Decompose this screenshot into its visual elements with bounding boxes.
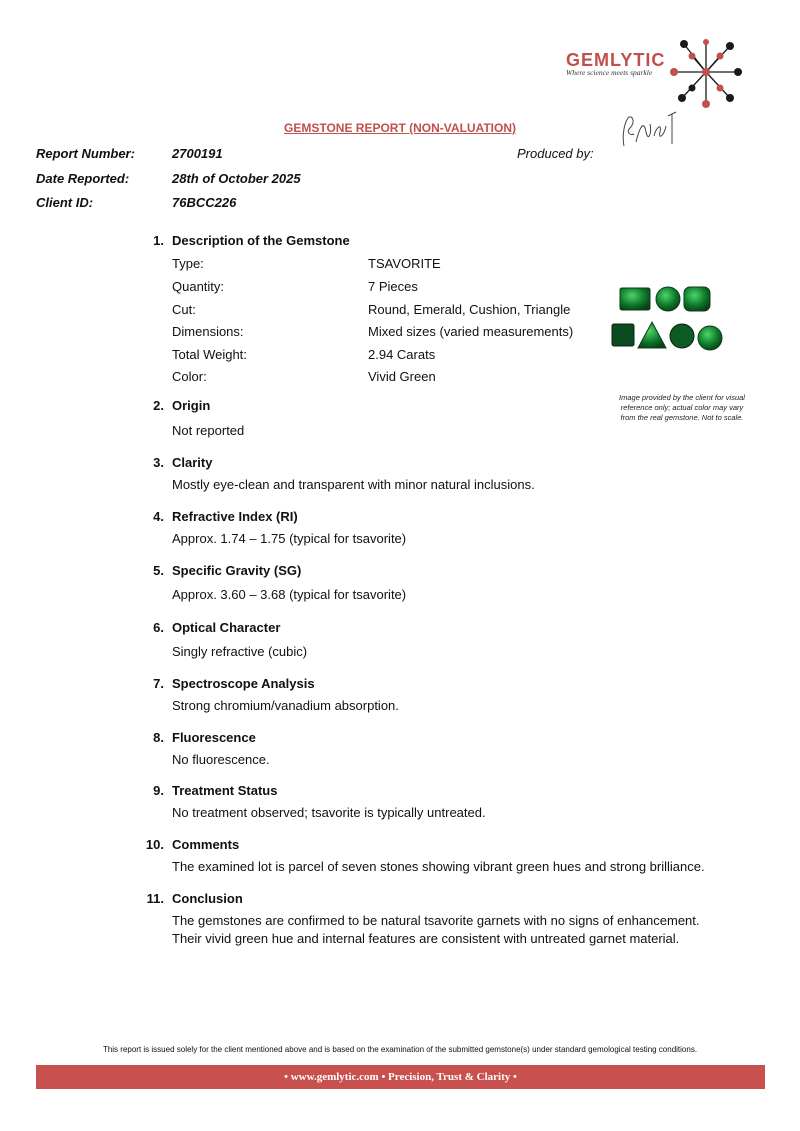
row-label-type: Type: [172, 256, 204, 271]
image-caption [598, 393, 766, 423]
section-title-origin: Origin [172, 398, 211, 413]
report-number-label: Report Number: [36, 146, 135, 161]
section-number: 3. [153, 455, 164, 470]
section-title-sg: Specific Gravity (SG) [172, 563, 302, 578]
section-number: 8. [153, 730, 164, 745]
produced-by-label: Produced by: [517, 146, 594, 161]
gem-emerald-cut [620, 288, 650, 310]
row-value-dimensions: Mixed sizes (varied measurements) [368, 324, 574, 339]
section-number: 6. [153, 620, 164, 635]
gem-cushion [684, 287, 710, 311]
section-text-clarity: Mostly eye-clean and transparent with minor natural inclusions. [172, 477, 535, 492]
section-text-conclusion-line1: The gemstones are confirmed to be natural tsavorite garnets with no signs of enhancement. [172, 913, 700, 928]
section-number: 2. [153, 398, 164, 413]
caption-line: from the real gemstone. Not to scale. [620, 413, 744, 422]
gem-square [612, 324, 634, 346]
section-number: 9. [153, 783, 164, 798]
section-title-optical: Optical Character [172, 620, 281, 635]
section-title-clarity: Clarity [172, 455, 213, 470]
row-label-quantity: Quantity: [172, 279, 225, 294]
section-number: 11. [146, 891, 164, 906]
gemlytic-logo-icon [664, 38, 744, 110]
section-text-fluorescence: No fluorescence. [172, 752, 270, 767]
section-title-treatment: Treatment Status [172, 783, 278, 798]
gem-round-3 [698, 326, 722, 350]
section-title-fluorescence: Fluorescence [172, 730, 256, 745]
gemstones-image [606, 280, 730, 356]
row-value-quantity: 7 Pieces [368, 279, 418, 294]
section-number: 4. [153, 509, 164, 524]
row-value-cut: Round, Emerald, Cushion, Triangle [368, 302, 571, 317]
date-reported-value: 28th of October 2025 [172, 171, 301, 186]
footer-link-text[interactable]: • www.gemlytic.com • Precision, Trust & Clarity • [284, 1071, 517, 1083]
section-text-ri: Approx. 1.74 – 1.75 (typical for tsavorite) [172, 531, 407, 546]
section-text-comments: The examined lot is parcel of seven stones showing vibrant green hues and strong brilliance. [172, 859, 705, 874]
section-text-optical: Singly refractive (cubic) [172, 644, 308, 659]
client-id-label: Client ID: [36, 195, 94, 210]
row-value-total-weight: 2.94 Carats [368, 347, 436, 362]
section-title-description: Description of the Gemstone [172, 233, 350, 248]
section-text-conclusion-line2: Their vivid green hue and internal features are consistent with untreated garnet material. [172, 931, 680, 946]
section-text-sg: Approx. 3.60 – 3.68 (typical for tsavorite) [172, 587, 407, 602]
section-title-comments: Comments [172, 837, 240, 852]
section-number: 7. [153, 676, 164, 691]
section-number: 5. [153, 563, 164, 578]
section-number: 10. [145, 837, 164, 852]
row-label-cut: Cut: [172, 302, 196, 317]
brand-tagline: Where science meets sparkle [566, 68, 653, 77]
gem-triangle [638, 322, 666, 348]
caption-line: reference only; actual color may vary [620, 403, 744, 412]
section-title-spectroscope: Spectroscope Analysis [172, 676, 315, 691]
section-text-spectroscope: Strong chromium/vanadium absorption. [172, 698, 399, 713]
section-text-treatment: No treatment observed; tsavorite is typically untreated. [172, 805, 486, 820]
date-reported-label: Date Reported: [36, 171, 130, 186]
disclaimer: This report is issued solely for the client mentioned above and is based on the examination of the submitted gemstone(s) under standard gemological testing conditions. [102, 1045, 698, 1054]
section-title-ri: Refractive Index (RI) [172, 509, 298, 524]
report-number-value: 2700191 [172, 146, 223, 161]
report-title: GEMSTONE REPORT (NON-VALUATION) [284, 121, 516, 135]
row-value-type: TSAVORITE [368, 256, 441, 271]
section-text-origin: Not reported [172, 423, 245, 438]
row-value-color: Vivid Green [368, 369, 436, 384]
client-id-value: 76BCC226 [172, 195, 237, 210]
row-label-total-weight: Total Weight: [172, 347, 247, 362]
brand-name: GEMLYTIC [566, 50, 666, 70]
caption-line: Image provided by the client for visual [619, 393, 745, 402]
section-title-conclusion: Conclusion [172, 891, 243, 906]
section-number: 1. [153, 233, 164, 248]
row-label-dimensions: Dimensions: [172, 324, 244, 339]
gem-round [656, 287, 680, 311]
row-label-color: Color: [172, 369, 207, 384]
signature-icon [616, 106, 686, 156]
gem-round-2 [670, 324, 694, 348]
